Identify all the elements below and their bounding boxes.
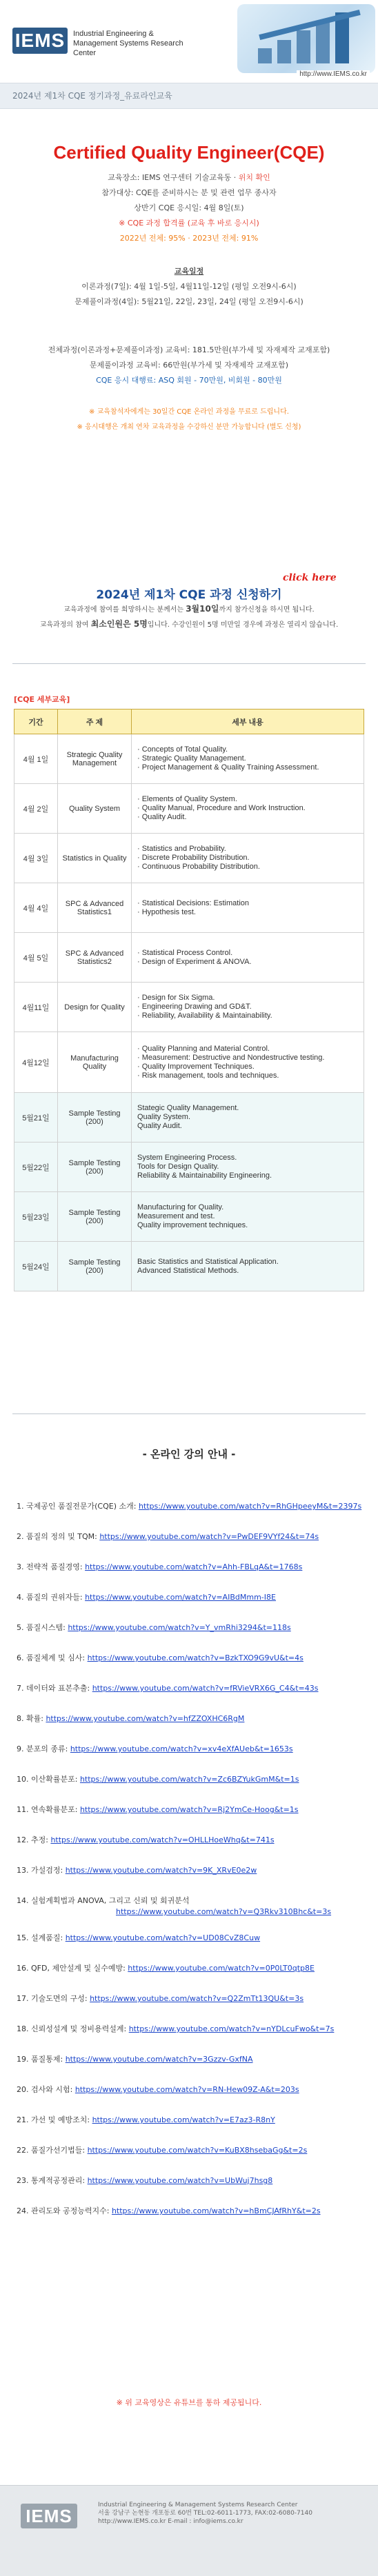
- detail-item: Basic Statistics and Statistical Application.: [137, 1257, 279, 1266]
- apply-desc2-pre: 교육과정의 참여: [39, 621, 91, 629]
- course-link[interactable]: https://www.youtube.com/watch?v=UD08CvZ8Cuw: [65, 1933, 261, 1942]
- divider: [12, 1413, 366, 1414]
- row-topic: Strategic Quality Management: [58, 734, 132, 784]
- iems-logo[interactable]: IEMS: [12, 28, 68, 54]
- row-details: [132, 1192, 364, 1242]
- detail-item: Stategic Quality Management.: [137, 1104, 239, 1112]
- course-label: 4. 품질의 권위자들:: [17, 1593, 86, 1602]
- pass-rate-note: ※ CQE 과정 합격률 (교육 후 바로 응시시): [119, 219, 259, 228]
- course-link[interactable]: https://www.youtube.com/watch?v=OHLLHoeWhq&t=741s: [50, 1835, 275, 1844]
- schedule-practice: 문제풀이과정(4일): 5월21일, 22일, 23일, 24일 (평일 오전9시-6시): [74, 297, 304, 306]
- row-topic: Sample Testing (200): [58, 1242, 132, 1291]
- row-details: [132, 1093, 364, 1143]
- course-link[interactable]: https://www.youtube.com/watch?v=Zc6BZYukGmM&t=1s: [79, 1775, 299, 1784]
- header-period: 기간: [14, 710, 58, 734]
- course-label: 3. 전략적 품질경영:: [17, 1562, 86, 1571]
- detail-item: Reliability & Maintainability Engineering.: [137, 1171, 272, 1180]
- course-link[interactable]: https://www.youtube.com/watch?v=hBmCJAfRhY&t=2s: [111, 2206, 321, 2215]
- row-date: 4월 2일: [14, 784, 58, 834]
- course-link[interactable]: https://www.youtube.com/watch?v=3Gzzv-GxfNA: [65, 2055, 253, 2064]
- row-details: [132, 883, 364, 933]
- header: [0, 0, 378, 77]
- detail-item: · Hypothesis test.: [137, 907, 196, 916]
- row-details: [132, 834, 364, 883]
- course-link[interactable]: https://www.youtube.com/watch?v=hfZZOXHC6RgM: [46, 1714, 245, 1723]
- detail-item: · Measurement: Destructive and Nondestructive testing.: [137, 1053, 325, 1062]
- row-details: [132, 734, 364, 784]
- footer-address: 서울 강남구 논현동 개포동로 60번 TEL:02-6011-1773, FAX:02-6080-7140: [98, 2510, 312, 2517]
- site-url[interactable]: http://www.IEMS.co.kr: [297, 70, 370, 78]
- logo-subtitle-line1: Industrial Engineering &: [73, 30, 154, 38]
- footer-logo: IEMS: [21, 2504, 77, 2528]
- detail-item: Manufacturing for Quality.: [137, 1203, 224, 1211]
- apply-link[interactable]: 2024년 제1차 CQE 과정 신청하기: [96, 588, 282, 602]
- apply-min-people: 최소인원은 5명: [90, 619, 148, 629]
- header-details: 세부 내용: [132, 710, 364, 734]
- detail-item: · Statistical Process Control.: [137, 948, 233, 957]
- detail-item: · Strategic Quality Management.: [137, 754, 246, 763]
- table-row: [14, 983, 364, 1032]
- course-item: [17, 1964, 315, 1973]
- course-item: [17, 1532, 319, 1542]
- table-row: [14, 1143, 364, 1192]
- course-item: [17, 2085, 299, 2095]
- course-label: 2. 품질의 정의 및 TQM:: [17, 1532, 100, 1541]
- course-item: [17, 2146, 307, 2155]
- apply-desc1-pre: 교육과정에 참여를 희망하시는 분께서는: [63, 606, 186, 614]
- course-title: Certified Quality Engineer(CQE): [53, 142, 325, 163]
- detail-item: · Statistical Decisions: Estimation: [137, 898, 249, 907]
- course-link[interactable]: https://www.youtube.com/watch?v=Q3Rkv310Bhc&t=3s: [116, 1907, 332, 1916]
- schedule-heading: 교육일정: [174, 267, 204, 276]
- detail-item: · Design of Experiment & ANOVA.: [137, 957, 252, 966]
- detail-item: Quality Audit.: [137, 1122, 182, 1130]
- detail-item: · Concepts of Total Quality.: [137, 745, 228, 754]
- course-label: 21. 가선 및 예방조치:: [17, 2115, 92, 2124]
- row-date: 4월 5일: [14, 933, 58, 983]
- course-label: 19. 품질통제:: [17, 2055, 66, 2064]
- detail-item: Advanced Statistical Methods.: [137, 1266, 239, 1275]
- course-label: 22. 품질가선기법들:: [17, 2146, 88, 2155]
- detail-item: System Engineering Process.: [137, 1154, 237, 1162]
- detail-item: · Statistics and Probability.: [137, 845, 226, 853]
- apply-desc-line2: [0, 619, 378, 630]
- table-header-row: [14, 710, 364, 734]
- course-item: [17, 2055, 253, 2064]
- online-footer-note: ※ 위 교육영상은 유튜브를 통하 제공됩니다.: [116, 2398, 262, 2407]
- course-item: [17, 2176, 272, 2186]
- course-item: [17, 1744, 293, 1754]
- detail-item: · Risk management, tools and techniques.: [137, 1071, 279, 1080]
- row-topic: SPC & Advanced Statistics1: [58, 883, 132, 933]
- course-link[interactable]: https://www.youtube.com/watch?v=Q2ZmTt13QU&t=3s: [90, 1994, 304, 2003]
- table-row: [14, 734, 364, 784]
- course-label: 15. 설계품질:: [17, 1933, 66, 1942]
- schedule-body: [14, 734, 364, 1291]
- course-link[interactable]: https://www.youtube.com/watch?v=Rj2YmCe-Hoog&t=1s: [79, 1805, 299, 1814]
- course-item: [17, 2115, 275, 2125]
- divider: [12, 663, 366, 664]
- row-topic: SPC & Advanced Statistics2: [58, 933, 132, 983]
- table-row: [14, 1192, 364, 1242]
- course-link[interactable]: https://www.youtube.com/watch?v=nYDLcuFwo&t=7s: [128, 2024, 335, 2033]
- row-topic: Sample Testing (200): [58, 1093, 132, 1143]
- table-row: [14, 784, 364, 834]
- course-link[interactable]: https://www.youtube.com/watch?v=RhGHpeeyM&t=2397s: [138, 1502, 362, 1511]
- course-label: 17. 기술도면의 구성:: [17, 1994, 90, 2003]
- footer-contact[interactable]: http://www.IEMS.co.kr E-mail : info@iems.co.kr: [98, 2518, 243, 2525]
- detail-item: · Engineering Drawing and GD&T.: [137, 1003, 252, 1011]
- exam-date-line: 상반기 CQE 응시일: 4월 8일(토): [134, 203, 244, 212]
- target-line: 참가대상: CQE를 준비하시는 분 및 관련 업무 종사자: [101, 188, 277, 197]
- course-item: [17, 1623, 291, 1633]
- table-row: [14, 834, 364, 883]
- table-row: [14, 1093, 364, 1143]
- row-date: 4월 4일: [14, 883, 58, 933]
- course-link[interactable]: https://www.youtube.com/watch?v=Ahh-FBLqA&t=1768s: [85, 1562, 303, 1571]
- course-label: 23. 통계적공정관리:: [17, 2176, 88, 2185]
- course-item: [17, 1933, 260, 1943]
- apply-desc2-post: 입니다. 수강인원이 5명 미만일 경우에 과정은 열리지 않습니다.: [147, 621, 339, 629]
- course-label: 16. QFD, 제안설계 및 실수예방:: [17, 1964, 128, 1973]
- detail-item: · Discrete Probability Distribution.: [137, 854, 250, 862]
- detail-item: · Quality Audit.: [137, 813, 187, 821]
- course-link[interactable]: https://www.youtube.com/watch?v=E7az3-R8nY: [92, 2115, 275, 2124]
- table-row: [14, 1242, 364, 1291]
- apply-desc: [0, 604, 378, 630]
- logo-subtitle: [73, 29, 183, 58]
- row-topic: Design for Quality: [58, 983, 132, 1032]
- fee-full: 전체과정(이론과정+문제풀이과정) 교육비: 181.5만원(부가세 및 자재제작 교재포함): [48, 345, 330, 354]
- course-item: [17, 1994, 304, 2004]
- note-online-free: ※ 교육참석자에게는 30일간 CQE 온라인 과정을 무료로 드립니다.: [89, 408, 289, 416]
- course-label: 6. 품질체계 및 심사:: [17, 1653, 88, 1662]
- location-link[interactable]: 위치 확인: [238, 173, 270, 182]
- row-date: 5월23일: [14, 1192, 58, 1242]
- course-item: [17, 1805, 299, 1815]
- course-link[interactable]: https://www.youtube.com/watch?v=KuBX8hsebaGg&t=2s: [87, 2146, 308, 2155]
- course-link[interactable]: https://www.youtube.com/watch?v=AIBdMmm-I8E: [85, 1593, 276, 1602]
- schedule-theory: 이론과정(7일): 4월 1일-5일, 4월11일-12일 (평일 오전9시-6시): [81, 282, 297, 291]
- course-link[interactable]: https://www.youtube.com/watch?v=fRVieVRX6G_C4&t=43s: [92, 1684, 319, 1693]
- fee-practice: 문제풀이과정 교육비: 66만원(부가세 및 자재제작 교재포함): [89, 361, 289, 370]
- course-link[interactable]: https://www.youtube.com/watch?v=UbWuj7hsg8: [87, 2176, 273, 2185]
- pass-rate-values: 2022년 전체: 95% · 2023년 전체: 91%: [119, 234, 259, 243]
- row-date: 5월24일: [14, 1242, 58, 1291]
- course-item: [17, 1866, 257, 1875]
- row-topic: Sample Testing (200): [58, 1192, 132, 1242]
- course-label: 18. 신뢰성설계 및 정비용력설계:: [17, 2024, 129, 2033]
- course-link[interactable]: https://www.youtube.com/watch?v=0P0LT0qtp8E: [128, 1964, 315, 1973]
- course-label: 12. 추정:: [17, 1835, 51, 1844]
- course-label: 13. 가설검정:: [17, 1866, 66, 1875]
- detail-item: Tools for Design Quality.: [137, 1163, 219, 1171]
- course-item: [17, 2024, 334, 2034]
- course-label: 7. 데이터와 표본추출:: [17, 1684, 92, 1693]
- table-row: [14, 883, 364, 933]
- course-label: 14. 실험계획법과 ANOVA, 그리고 신뢰 및 회귀분석: [17, 1896, 190, 1905]
- footer-company: Industrial Engineering & Management Systems Research Center: [98, 2502, 298, 2508]
- detail-item: · Elements of Quality System.: [137, 795, 237, 803]
- row-details: [132, 933, 364, 983]
- course-item: [17, 1562, 302, 1572]
- row-date: 5월21일: [14, 1093, 58, 1143]
- row-topic: Manufacturing Quality: [58, 1032, 132, 1093]
- detail-item: · Reliability, Availability & Maintainability.: [137, 1012, 272, 1020]
- click-here-label[interactable]: click here: [283, 572, 337, 583]
- course-link[interactable]: https://www.youtube.com/watch?v=RN-Hew09Z-A&t=203s: [74, 2085, 299, 2094]
- course-label: 11. 연속확률분포:: [17, 1805, 80, 1814]
- course-label: 20. 검사와 시험:: [17, 2085, 75, 2094]
- note-exam-proxy: ※ 응시대행은 개최 연차 교육과정을 수강하신 분만 가능합니다 (별도 신청): [77, 423, 301, 431]
- venue-text: 교육장소: IEMS 연구센터 기술교육동 ·: [108, 173, 239, 182]
- header-topic: 주 제: [58, 710, 132, 734]
- footer: [0, 2485, 378, 2576]
- row-details: [132, 784, 364, 834]
- row-date: 4월12일: [14, 1032, 58, 1093]
- course-item: [17, 1684, 318, 1693]
- schedule-table: [14, 709, 364, 1291]
- course-label: 1. 국제공인 품질전문가(CQE) 소개:: [17, 1502, 139, 1511]
- detail-item: Measurement and test.: [137, 1212, 215, 1220]
- title-bar: [0, 83, 378, 109]
- row-details: [132, 1032, 364, 1093]
- course-item: [17, 1714, 244, 1724]
- detail-item: · Quality Planning and Material Control.: [137, 1044, 270, 1053]
- row-date: 4월 1일: [14, 734, 58, 784]
- fee-exam: CQE 응시 대행료: ASQ 회원 - 70만원, 비회원 - 80만원: [96, 376, 282, 385]
- course-link[interactable]: https://www.youtube.com/watch?v=xv4eXfAUeb&t=1653s: [70, 1744, 293, 1753]
- course-label: 24. 관리도와 공정능력지수:: [17, 2206, 112, 2215]
- course-item: [17, 1775, 299, 1784]
- detail-item: · Quality Improvement Techniques.: [137, 1062, 255, 1071]
- detail-item: · Continuous Probability Distribution.: [137, 863, 260, 871]
- course-label: 8. 확률:: [17, 1714, 46, 1723]
- row-date: 4월11일: [14, 983, 58, 1032]
- course-item: [17, 1653, 304, 1663]
- detail-item: · Design for Six Sigma.: [137, 994, 215, 1002]
- course-link[interactable]: https://www.youtube.com/watch?v=BzkTXO9G9vU&t=4s: [87, 1653, 304, 1662]
- course-item: [17, 1502, 361, 1511]
- row-details: [132, 1143, 364, 1192]
- detail-item: · Project Management & Quality Training Assessment.: [137, 763, 319, 772]
- row-topic: Quality System: [58, 784, 132, 834]
- apply-desc1-post: 까지 참가신청을 하시면 됩니다.: [219, 606, 315, 614]
- row-details: [132, 983, 364, 1032]
- course-link[interactable]: https://www.youtube.com/watch?v=PwDEF9VYf24&t=74s: [99, 1532, 319, 1541]
- detail-item: Quality System.: [137, 1113, 191, 1121]
- title-bar-text: 2024년 제1차 CQE 정기과정_유료라인교육: [12, 91, 172, 101]
- row-topic: Sample Testing (200): [58, 1143, 132, 1192]
- row-date: 4월 3일: [14, 834, 58, 883]
- course-label: 10. 이산확률분포:: [17, 1775, 80, 1784]
- intro-section: [0, 142, 378, 432]
- course-item: [17, 1896, 190, 1906]
- apply-deadline: 3월10일: [186, 604, 219, 614]
- row-date: 5월22일: [14, 1143, 58, 1192]
- table-row: [14, 933, 364, 983]
- footer-info: [98, 2501, 312, 2526]
- detail-item: · Quality Manual, Procedure and Work Instruction.: [137, 804, 306, 812]
- course-label: 5. 품질시스템:: [17, 1623, 68, 1632]
- row-details: [132, 1242, 364, 1291]
- apply-desc-line1: [0, 604, 378, 615]
- course-item: [17, 1835, 275, 1845]
- course-item: [17, 2206, 321, 2216]
- course-link[interactable]: https://www.youtube.com/watch?v=9K_XRvE0e2w: [65, 1866, 257, 1875]
- course-label: 9. 분포의 종류:: [17, 1744, 70, 1753]
- table-row: [14, 1032, 364, 1093]
- venue-line: [0, 173, 378, 183]
- online-section-title: - 온라인 강의 안내 -: [142, 1448, 236, 1460]
- row-topic: Statistics in Quality: [58, 834, 132, 883]
- header-illustration: [237, 4, 375, 73]
- detail-item: Quality improvement techniques.: [137, 1221, 248, 1229]
- table-label: [CQE 세부교육]: [14, 695, 70, 704]
- logo-subtitle-line2: Management Systems Research Center: [73, 39, 183, 57]
- course-item: [17, 1593, 276, 1602]
- course-link[interactable]: https://www.youtube.com/watch?v=Y_vmRhi3294&t=118s: [68, 1623, 291, 1632]
